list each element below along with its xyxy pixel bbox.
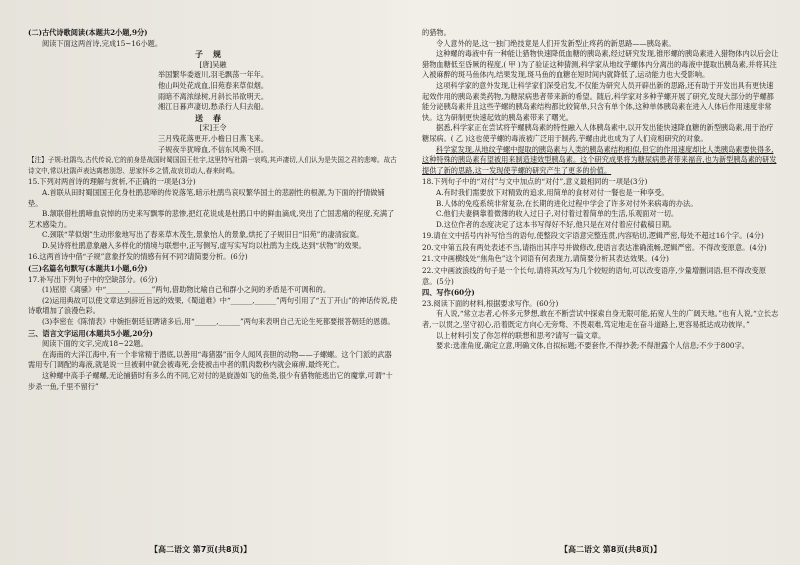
- option-b: B.人体的免疫系统非常复杂,在长期的进化过程中学会了许多对付外来病毒的办法。: [436, 198, 698, 208]
- poem-line: 子规夜半犹啼血,不信东风唤不回。: [157, 144, 269, 154]
- section-heading: (三)名篇名句默写(本题共1小题,6分): [28, 264, 148, 274]
- poem-line: 三月残花落更开,小檐日日燕飞来。: [157, 133, 269, 143]
- writing-material: 有人说,“常立志者,心怀多元梦想,敢在不断尝试中探索自身无限可能,拓宽人生的广阔天地。”也有人说,“立长志者,一以贯之,坚守初心,沿着既定方向心无旁骛、不畏艰难,笃定地走在奋斗道路上,更容易抵达成功彼岸。”: [422, 309, 779, 330]
- fill-item-1: (1)屈原《离骚》中“______,______”两句,借助物比喻自己和群小之间的矛盾是不可调和的。: [42, 285, 331, 295]
- question-19: 19.请在文中括号内补写恰当的语句,使整段文字语意完整连贯,内容贴切,逻辑严密,每处不超过16个字。(4分): [422, 231, 764, 241]
- instruction-text: 阅读下面这两首诗,完成15~16小题。: [42, 38, 163, 48]
- question-21: 21.文中画横线处“焦角色”这个词语有何表现力,请简要分析其表达效果。(4分): [422, 254, 669, 264]
- instruction-text: 阅读下面的文字,完成18~22题。: [42, 339, 148, 349]
- section-heading: 四、写作(60分): [422, 288, 475, 298]
- option-d: D.吴诗将杜鹃意象融入多样化的情境与联想中,正写侧写,虚写实写均以杜鹃为主线,达到“状物”的效果。: [42, 240, 366, 250]
- reading-paragraph: 科学家发现,从地纹芋螺中提取的胰岛素与人类的胰岛素结构相似,但它的作用速度却比人类胰岛素要快得多,这种特殊的胰岛素有望被用来制造速效型胰岛素。这个研究成果将为糖尿病患者带来福音,也为新型胰岛素的研发提供了新的思路,这一发现使芋螺的研究产生了更多的价值。: [422, 144, 777, 175]
- section-heading: (二)古代诗歌阅读(本题共2小题,9分): [28, 28, 148, 37]
- poem-author: [宋]王令: [199, 123, 227, 133]
- poem-line: 雨暗不离浓绿树,月斜长吊欲明天。: [157, 91, 269, 101]
- question-17: 17.补写出下列句子中的空缺部分。(6分): [28, 274, 158, 284]
- option-c: C.他们夫妻俩靠着微薄的收入过日子,对付着过着简单的生活,乐观面对一切。: [436, 209, 679, 219]
- reading-paragraph: 令人意外的是,这一独门绝技竟是人们开发新型止疼药的新思路——胰岛素。: [436, 38, 676, 48]
- question-16: 16.这两首诗中借“子规”意象抒发的情感有何不同?请简要分析。(6分): [28, 252, 248, 262]
- section-heading: 三、语言文字运用(本题共5小题,20分): [28, 328, 153, 338]
- option-c: C.颈联“苹似烟”生动形象地写出了春来草木茂生,景象怡人的景象,烘托了子规旧日“旧苑”的凄清寂寞。: [42, 230, 364, 240]
- poem-author: [唐]吴融: [199, 59, 227, 69]
- page-7: [28, 28, 398, 540]
- reading-paragraph: 的猎物。: [422, 28, 451, 37]
- page-footer: 【高二语文 第8页(共8页)】: [560, 545, 662, 554]
- fill-item-3: (3)李密在《陈情表》中婉拒朝廷征聘诸多后,用“______,______”两句来表明自己无论生死都要报答朝廷的恩德。: [42, 317, 395, 327]
- writing-prompt: 以上材料引发了你怎样的联想和思考?请写一篇文章。: [436, 330, 606, 340]
- poem-line: 他山叫处花成血,旧苑春来草似烟。: [157, 80, 269, 90]
- poem-title: 送春: [195, 112, 231, 123]
- page-footer: 【高二语文 第7页(共8页)】: [150, 545, 252, 554]
- poem-note: 【注】子规:杜鹃鸟,古代传说,它的前身是战国时蜀国国王杜宇,这里特写杜鹃一哀鸣,其声凄切,人们认为是失国之君的悲啼。故古诗文中,常以杜鹃声表达离愁别怨、思家怀乡之情,故哀切动人,春来时鸣。: [28, 156, 397, 175]
- option-d: D.这位作者的态度决定了这本书写得好不好,他只是在对付着应付截稿日期。: [436, 219, 677, 229]
- reading-paragraph: 这种螺中高手子螺螺,无论捕猎时有多么的不同,它对付的是旋游如飞的鱼类,很少有猎物能逃出它的魔掌,可谓“十步杀一鱼,千里不留行”: [28, 371, 393, 391]
- question-15: 15.下列对两首诗的理解与赏析,不正确的一项是(3分): [28, 177, 196, 187]
- reading-paragraph: 这项科学家的意外发现,让科学家们深受启发,不仅能为研究人员开辟出新的思路,还有助于开发出具有更快速起效作用的胰岛素类药物,为糖尿病患者带来新的希望。随后,科学家对多种芋螺开展了研究,发现大部分的芋螺都能分泌胰岛素并且这些芋螺的胰岛素结构都比较简单,只含有单个体,这种单体胰岛素在进入人体后作用速度非常快。这为研制更快速起效的胰岛素带来了曙光。: [422, 80, 774, 122]
- fill-item-2: (2)运用典故可以使文章达到辞近旨远的效果,《蜀道难》中“______,______”两句引用了“五丁开山”的神话传说,使诗歌增加了浪漫色彩。: [28, 295, 398, 316]
- question-20: 20.文中第五段有两处表述不当,请指出其序号并做修改,使语言表达准确流畅,逻辑严密。不得改变原意。(4分): [422, 242, 767, 252]
- poem-title: 子规: [195, 49, 231, 60]
- option-a: A.首联从田时蜀国国王化身杜鹃悲啼的传说落笔,暗示杜鹃鸟哀叹繁华国土的悲剧性的根源,为下面的抒情做铺垫。: [28, 187, 385, 208]
- question-18: 18.下列句子中的“对付”与文中加点的“对付”,意义最相同的一项是(3分): [422, 177, 648, 187]
- option-b: B.颔联借杜鹃啼血哀悼的历史来写飘零的悲惨,把红花说成是杜鹃口中的鲜血滴成,突出了亡国悲痛的程度,充满了艺术感染力。: [28, 209, 395, 229]
- question-23: 23.阅读下面的材料,根据要求写作。(60分): [422, 298, 559, 308]
- reading-paragraph: 在海南的大洋江海中,有一个非常精于潜底,以善用“毒猪器”而令人闻风丧胆的动物——子螺螺。这个门派的武器需用专门调配的毒液,就是说一旦被刺中就会被毒死,会使被击中者的肌肉数秒内就会麻痹,最终死亡。: [28, 349, 392, 370]
- poem-line: 举国繁华委逝川,羽毛飘荡一年年。: [157, 70, 269, 80]
- writing-requirements: 要求:选准角度,确定立意,明确文体,自拟标题;不要套作,不得抄袭;不得泄露个人信息;不少于800字。: [436, 341, 749, 351]
- option-a: A.有时我们需要放下对精致的追求,用简单的食材对付一餐也是一种享受。: [436, 187, 669, 197]
- poem-line: 湘江日暮声凄切,愁杀行人归去船。: [157, 102, 269, 112]
- reading-paragraph: 据悉,科学家正在尝试将芋螺胰岛素的特性融入人体胰岛素中,以开发出能快速降血糖的新型胰岛素,用于治疗糖尿病。( 乙 )这也使芋螺的毒液被广泛用于制药,芋螺由此也成为了人们竞相研究的对象。: [422, 123, 774, 143]
- reading-paragraph: 这种螺的毒液中有一种能让猎物快速降低血糖的胰岛素,经过研究发现,锥形螺的胰岛素进入猎物体内以后会让猎物血糖低至昏厥的程度,( 甲 )为了验证这种猜测,科学家从地纹芋螺体内分离出的毒液中提取出胰岛素,并将其注入被麻醉的斑马鱼体内,结果发现,斑马鱼的血糖在短时间内就降低了,运动能力也大受影响。: [422, 49, 779, 80]
- page-8: [422, 28, 780, 540]
- question-22: 22.文中画波浪线的句子是一个长句,请将其改写为几个较短的语句,可以改变语序,少量增删词语,但不得改变原意。(5分): [422, 266, 767, 286]
